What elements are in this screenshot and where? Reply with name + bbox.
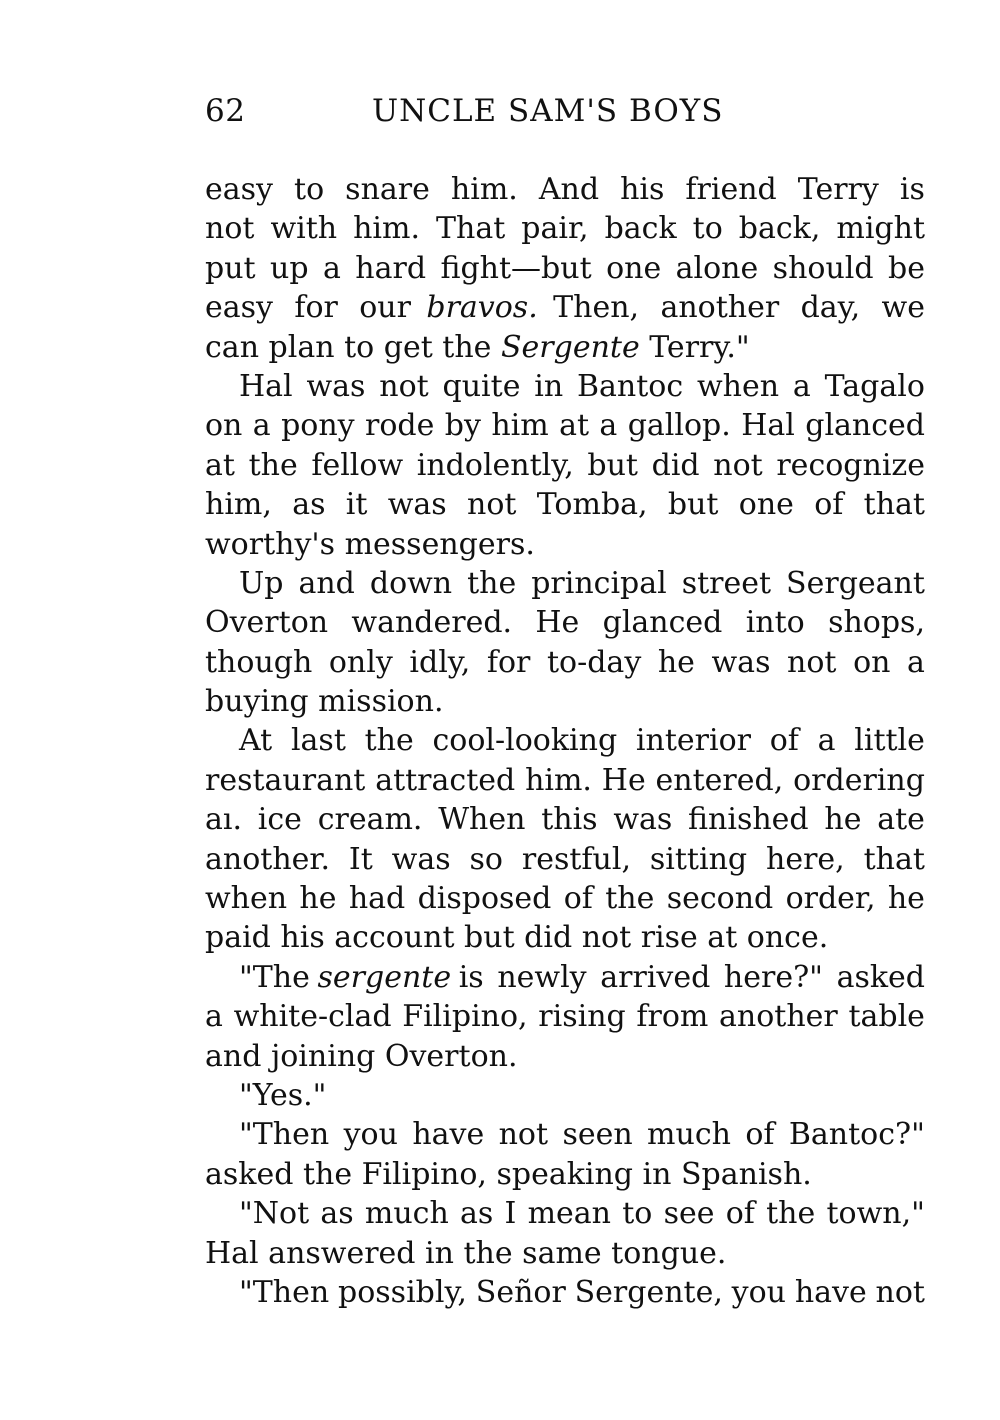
text-line: worthy's messengers.: [205, 526, 535, 562]
text-line: paid his account but did not rise at once.: [205, 920, 829, 956]
book-title: UNCLE SAM'S BOYS: [372, 93, 724, 129]
text-line: "Yes.": [239, 1077, 327, 1113]
running-head: [205, 90, 925, 132]
body-text: [205, 170, 925, 1312]
text-line: easy to snare him. And his friend Terry is: [205, 172, 925, 207]
text-line: though only idly, for to-day he was not on a: [205, 644, 925, 680]
text-line: on a pony rode by him at a gallop. Hal glanced: [205, 408, 925, 444]
text-line: not with him. That pair, back to back, might: [205, 211, 925, 247]
text-line: buying mission.: [205, 684, 444, 720]
text-line: another. It was so restful, sitting here, that: [205, 841, 925, 877]
text-line: him, as it was not Tomba, but one of that: [205, 487, 925, 523]
text-line: At last the cool-looking interior of a little: [239, 723, 925, 759]
text-line: "Then you have not seen much of Bantoc?": [239, 1117, 925, 1153]
text-line: "Then possibly, Señor Sergente, you have not: [239, 1274, 925, 1310]
text-line: asked the Filipino, speaking in Spanish.: [205, 1156, 812, 1192]
page-number: 62: [205, 93, 246, 129]
text-line: Hal was not quite in Bantoc when a Tagalo: [239, 368, 925, 404]
text-line: a white-clad Filipino, rising from another table: [205, 999, 925, 1035]
text-line: restaurant attracted him. He entered, ordering: [205, 762, 925, 798]
text-line: Overton wandered. He glanced into shops,: [205, 605, 925, 641]
text-line: Up and down the principal street Sergeant: [239, 565, 925, 601]
text-line: Hal answered in the same tongue.: [205, 1235, 727, 1271]
text-line: easy for our bravos. Then, another day, we: [205, 290, 925, 326]
text-line: can plan to get the Sergente Terry.": [205, 329, 750, 365]
text-line: "Not as much as I mean to see of the town,": [239, 1196, 925, 1232]
text-line: "The sergente is newly arrived here?" asked: [239, 959, 925, 995]
text-line: put up a hard fight—but one alone should be: [205, 250, 925, 286]
text-line: and joining Overton.: [205, 1038, 518, 1074]
text-line: when he had disposed of the second order, he: [205, 881, 925, 917]
text-line: aı. ice cream. When this was finished he ate: [205, 802, 925, 838]
text-line: at the fellow indolently, but did not recognize: [205, 447, 925, 483]
